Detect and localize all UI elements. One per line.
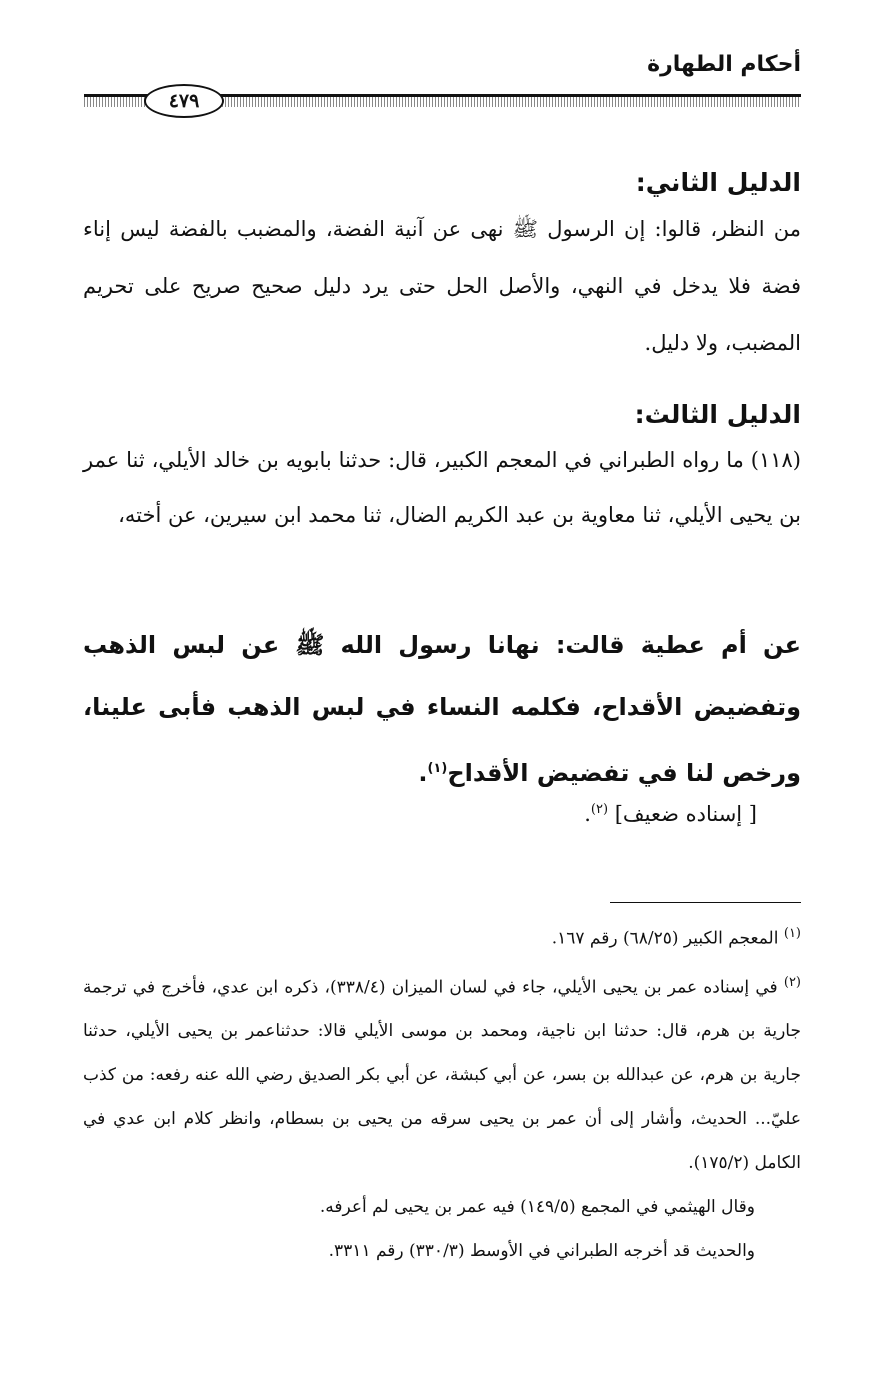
paragraph-isnad: (١١٨) ما رواه الطبراني في المعجم الكبير، قال: حدثنا بابويه بن خالد الأيلي، ثنا عمر بن يحيى الأيلي، ثنا معاوية بن عبد الكريم الضال، ثنا محمد ابن سيرين، عن أخته،: [83, 448, 801, 527]
running-title: أحكام الطهارة: [647, 52, 801, 77]
grading-line: [83, 802, 801, 826]
footnote-2: [83, 961, 801, 1186]
paragraph-second-evidence: من النظر، قالوا: إن الرسول ﷺ نهى عن آنية الفضة، والمضبب بالفضة ليس إناء فضة فلا يدخل في النهي، والأصل الحل حتى يرد دليل صحيح صريح على تحريم المضبب، ولا دليل.: [83, 217, 801, 355]
footnote-2-text: في إسناده عمر بن يحيى الأيلي، جاء في لسان الميزان (٣٣٨/٤)، ذكره ابن عدي، فأخرج في ترجمة جارية بن هرم، قال: حدثنا ابن ناجية، ومحمد بن موسى الأيلي قالا: حدثناعمر بن يحيى الأيلي، حدثنا جارية بن هرم، عن عبدالله بن بسر، عن أبي كبشة، عن أبي بكر الصديق رضي الله عنه رفعه: من كذب عليّ... الحديث، وأشار إلى أن عمر بن يحيى سرقه من يحيى بن بسطام، وانظر كلام ابن عدي في الكامل (١٧٥/٢).: [83, 977, 801, 1174]
footnote-ref-1: (١): [427, 761, 448, 776]
grading-end-mark: .: [584, 802, 591, 826]
footnote-mark-1: (١): [783, 926, 801, 941]
footnote-mark-2: (٢): [783, 974, 801, 990]
section-third-evidence: [83, 400, 801, 543]
grading-text: [ إسناده ضعيف]: [614, 802, 757, 826]
section-heading-second: الدليل الثاني:: [635, 168, 801, 197]
footnote-1-text: المعجم الكبير (٦٨/٢٥) رقم ١٦٧.: [551, 928, 779, 949]
section-heading-third: الدليل الثالث:: [634, 400, 801, 429]
footnote-2-awsat: والحديث قد أخرجه الطبراني في الأوسط (٣٣٠/٣) رقم ٣٣١١.: [328, 1241, 755, 1262]
footnotes: [83, 912, 801, 1273]
footnote-divider: [610, 902, 801, 903]
footnote-1: [83, 912, 801, 961]
section-second-evidence: [83, 168, 801, 372]
footnote-ref-2: (٢): [590, 802, 609, 817]
hadith-end-mark: .: [418, 759, 428, 787]
hadith-text-block: [83, 614, 801, 804]
hadith-text: عن أم عطية قالت: نهانا رسول الله ﷺ عن لبس الذهب وتفضيض الأقداح، فكلمه النساء في لبس الذهب فأبى علينا، ورخص لنا في تفضيض الأقداح: [83, 631, 801, 787]
footnote-2-haythami: وقال الهيثمي في المجمع (١٤٩/٥) فيه عمر بن يحيى لم أعرفه.: [319, 1197, 755, 1218]
page-number: ٤٧٩: [144, 84, 224, 118]
